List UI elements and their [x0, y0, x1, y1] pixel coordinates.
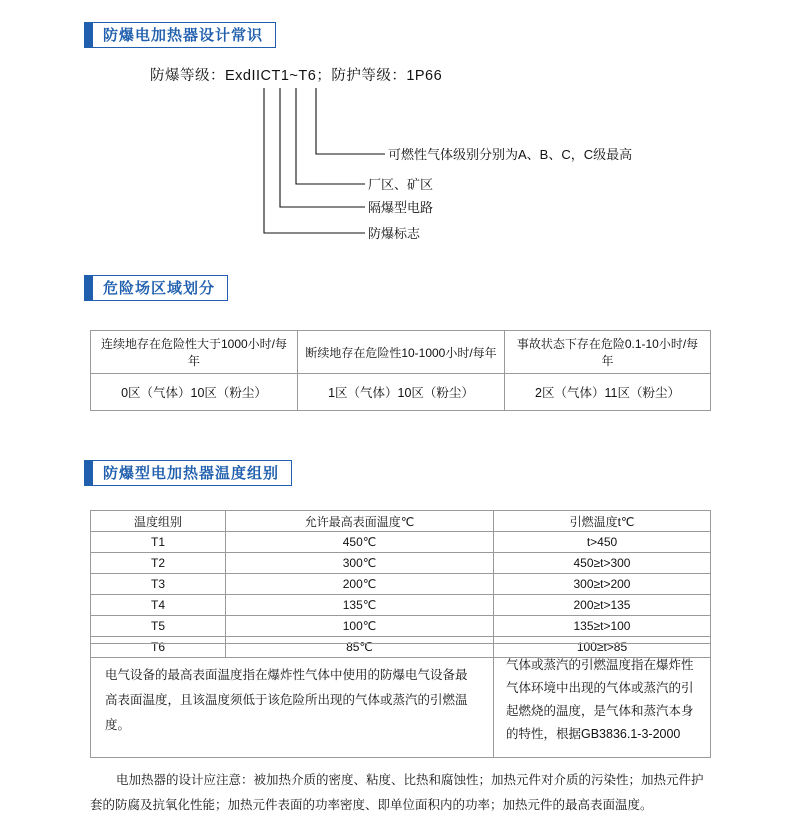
cell-max-surface-temp: 100℃	[226, 616, 494, 637]
cell-max-surface-temp: 135℃	[226, 595, 494, 616]
section-title: 危险场区域划分	[103, 279, 216, 297]
explosion-proof-code-line: 防爆等级：ExdIICT1~T6；防护等级：1P66	[150, 68, 443, 84]
heading-box	[93, 460, 292, 486]
cell-ignition-temp: 135≥t>100	[494, 616, 711, 637]
cell-max-surface-temp: 450℃	[226, 532, 494, 553]
cell-max-surface-temp: 200℃	[226, 574, 494, 595]
section-title: 防爆型电加热器温度组别	[103, 464, 280, 482]
table-row	[91, 616, 711, 637]
diagram-label-area: 厂区、矿区	[368, 177, 434, 192]
hazardous-area-table	[90, 330, 711, 411]
cell-class: T1	[91, 532, 226, 553]
table-row	[91, 374, 711, 411]
section-heading-design-basics	[84, 22, 276, 48]
cell-ignition-temp: 300≥t>200	[494, 574, 711, 595]
diagram-label-gas-group: 可燃性气体级别分别为A、B、C，C级最高	[388, 147, 633, 162]
hazard-duration-cell: 断续地存在危险性10-1000小时/每年	[298, 331, 505, 374]
cell-class: T4	[91, 595, 226, 616]
heading-accent-bar	[84, 460, 93, 486]
section-title: 防爆电加热器设计常识	[103, 26, 264, 44]
note-max-surface-temp: 电气设备的最高表面温度指在爆炸性气体中使用的防爆电气设备最高表面温度，且该温度须低于该危险所出现的气体或蒸汽的引燃温度。	[91, 644, 494, 758]
code-breakdown-diagram	[120, 84, 680, 264]
diagram-label-circuit: 隔爆型电路	[368, 200, 434, 215]
cell-class: T3	[91, 574, 226, 595]
heading-box	[93, 22, 276, 48]
cell-ignition-temp: 450≥t>300	[494, 553, 711, 574]
cell-class: T6	[91, 637, 226, 658]
heading-accent-bar	[84, 275, 93, 301]
table-row	[91, 331, 711, 374]
column-header-ignition-temp: 引燃温度t℃	[494, 511, 711, 532]
heading-accent-bar	[84, 22, 93, 48]
hazard-zone-cell: 2区（气体）11区（粉尘）	[505, 374, 711, 411]
hazard-zone-cell: 0区（气体）10区（粉尘）	[91, 374, 298, 411]
cell-ignition-temp: t>450	[494, 532, 711, 553]
temperature-notes-table	[90, 643, 711, 758]
diagram-label-mark: 防爆标志	[368, 226, 421, 241]
column-header-class: 温度组别	[91, 511, 226, 532]
cell-class: T5	[91, 616, 226, 637]
table-row	[91, 644, 711, 758]
hazard-duration-cell: 连续地存在危险性大于1000小时/每年	[91, 331, 298, 374]
table-header-row	[91, 511, 711, 532]
cell-max-surface-temp: 300℃	[226, 553, 494, 574]
cell-ignition-temp: 200≥t>135	[494, 595, 711, 616]
hazard-duration-cell: 事故状态下存在危险0.1-10小时/每年	[505, 331, 711, 374]
table-row	[91, 595, 711, 616]
cell-max-surface-temp: 85℃	[226, 637, 494, 658]
heading-box	[93, 275, 228, 301]
footer-design-note: 电加热器的设计应注意：被加热介质的密度、粘度、比热和腐蚀性；加热元件对介质的污染性；加热元件护套的防腐及抗氧化性能；加热元件表面的功率密度、即单位面积内的功率；加热元件的最高表面温度。	[90, 773, 704, 812]
table-row	[91, 553, 711, 574]
section-heading-temperature-classes	[84, 460, 292, 486]
column-header-max-surface-temp: 允许最高表面温度℃	[226, 511, 494, 532]
section-heading-hazardous-areas	[84, 275, 228, 301]
table-row	[91, 532, 711, 553]
note-ignition-temp: 气体或蒸汽的引燃温度指在爆炸性气体环境中出现的气体或蒸汽的引起燃烧的温度，是气体和蒸汽本身的特性，根据GB3836.1-3-2000	[494, 644, 711, 758]
cell-ignition-temp: 100≥t>85	[494, 637, 711, 658]
temperature-class-table	[90, 510, 711, 658]
cell-class: T2	[91, 553, 226, 574]
hazard-zone-cell: 1区（气体）10区（粉尘）	[298, 374, 505, 411]
table-row	[91, 574, 711, 595]
